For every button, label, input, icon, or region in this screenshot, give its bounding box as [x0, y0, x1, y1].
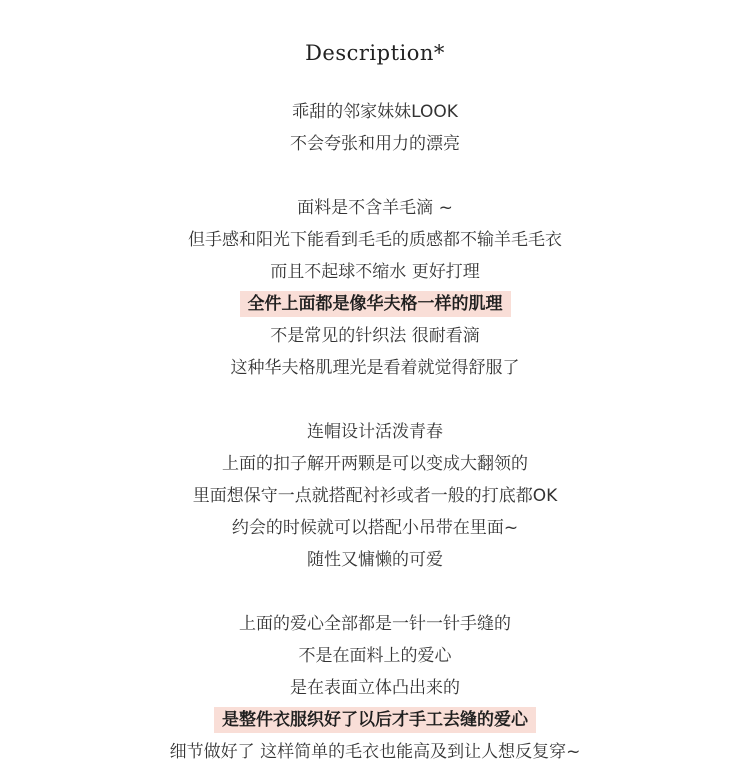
line-text: 而且不起球不缩水 更好打理 [270, 262, 480, 282]
description-line [0, 96, 750, 128]
description-line [0, 448, 750, 480]
description-line [0, 704, 750, 736]
line-text: 上面的扣子解开两颗是可以变成大翻领的 [222, 454, 528, 474]
line-text: 里面想保守一点就搭配衬衫或者一般的打底都OK [192, 486, 558, 506]
line-text: 这种华夫格肌理光是看着就觉得舒服了 [230, 358, 520, 378]
description-line [0, 640, 750, 672]
line-text: 不是在面料上的爱心 [298, 646, 452, 666]
line-text: 面料是不含羊毛滴 ~ [297, 198, 453, 218]
highlighted-text: 是整件衣服织好了以后才手工去缝的爱心 [214, 707, 536, 733]
description-line [0, 128, 750, 160]
description-line [0, 512, 750, 544]
paragraph [0, 608, 750, 768]
paragraph-gap [0, 160, 750, 192]
line-text: 乖甜的邻家妹妹LOOK [292, 102, 458, 122]
description-line [0, 544, 750, 576]
description-line [0, 224, 750, 256]
line-text: 但手感和阳光下能看到毛毛的质感都不输羊毛毛衣 [188, 230, 562, 250]
line-text: 是在表面立体凸出来的 [290, 678, 460, 698]
line-text: 连帽设计活泼青春 [307, 422, 443, 442]
paragraph-gap [0, 576, 750, 608]
description-line [0, 480, 750, 512]
highlighted-text: 全件上面都是像华夫格一样的肌理 [240, 291, 511, 317]
line-text: 不会夸张和用力的漂亮 [290, 134, 460, 154]
description-line [0, 192, 750, 224]
page-title: Description* [305, 41, 445, 65]
description-line [0, 608, 750, 640]
description-line [0, 672, 750, 704]
paragraph-gap [0, 384, 750, 416]
line-text: 不是常见的针织法 很耐看滴 [270, 326, 480, 346]
line-text: 随性又慵懒的可爱 [307, 550, 443, 570]
description-line [0, 416, 750, 448]
paragraph [0, 96, 750, 160]
description-line [0, 352, 750, 384]
description-line [0, 320, 750, 352]
description-line [0, 288, 750, 320]
line-text: 约会的时候就可以搭配小吊带在里面~ [231, 518, 519, 538]
line-text: 细节做好了 这样简单的毛衣也能高及到让人想反复穿~ [169, 742, 581, 762]
description-body [0, 96, 750, 768]
paragraph [0, 192, 750, 384]
paragraph [0, 416, 750, 576]
line-text: 上面的爱心全部都是一针一针手缝的 [239, 614, 511, 634]
description-line [0, 256, 750, 288]
description-line [0, 736, 750, 768]
